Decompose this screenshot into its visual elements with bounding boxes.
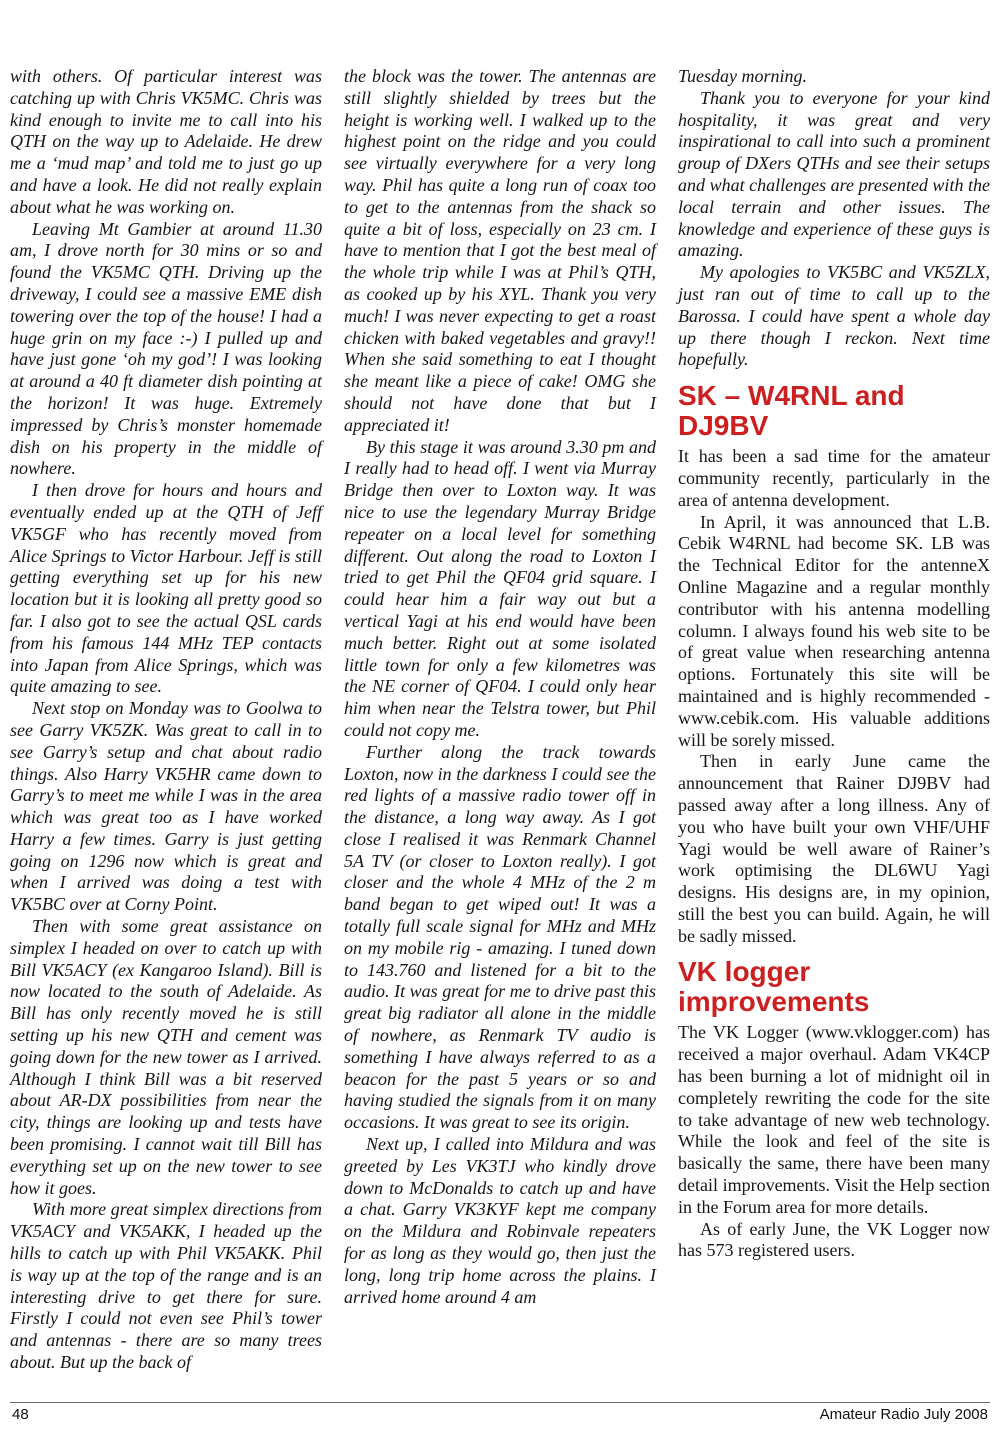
paragraph: The VK Logger (www.vklogger.com) has received a major overhaul. Adam VK4CP has been burning a lot of midnight oil in completely rewriting the code for the site to take advantage of new web technology. While the look and feel of the site is basically the same, there have been many detail improvements. Visit the Help section in the Forum area for more details. <box>678 1022 990 1217</box>
column-3 <box>678 66 990 1262</box>
paragraph: With more great simplex directions from VK5ACY and VK5AKK, I headed up the hills to catch up with Phil VK5AKK. Phil is way up at the top of the range and is an interesting drive to get there for sure. Firstly I could not even see Phil’s tower and antennas - there are so many trees about. But up the back of <box>10 1199 322 1373</box>
paragraph: the block was the tower. The antennas are still slightly shielded by trees but the height is working well. I walked up to the highest point on the ridge and you could see virtually everywhere for a very long way. Phil has quite a long run of coax too to get to the antennas from the shack so quite a bit of loss, especially on 23 cm. I have to mention that I got the best meal of the whole trip while I was at Phil’s QTH, as cooked up by his XYL. Thank you very much! I was never expecting to get a roast chicken with baked vegetables and gravy!! When she said something to eat I thought she meant like a piece of cake! OMG she should not have done that but I appreciated it! <box>344 66 656 435</box>
paragraph: with others. Of particular interest was catching up with Chris VK5MC. Chris was kind enough to invite me to call into his QTH on the way up to Adelaide. He drew me a ‘mud map’ and told me to just go up and have a look. He did not really explain about what he was working on. <box>10 66 322 217</box>
paragraph: Then with some great assistance on simplex I headed on over to catch up with Bill VK5ACY (ex Kangaroo Island). Bill is now located to the south of Adelaide. As Bill has only recently moved he is still setting up his new QTH and cement was going down for the new tower as I arrived. Although I think Bill was a bit reserved about AR-DX possibilities from near the city, things are looking up and tests have been promising. I cannot wait till Bill has everything set up on the new tower to see how it goes. <box>10 916 322 1198</box>
paragraph: In April, it was announced that L.B. Cebik W4RNL had become SK. LB was the Technical Editor for the antenneX Online Magazine and a regular monthly contributor with his antenna modelling column. I always found his web site to be of great value when researching antenna options. Fortunately this site will be maintained and is highly recommended - www.cebik.com. His valuable additions will be sorely missed. <box>678 511 990 750</box>
paragraph: Next up, I called into Mildura and was greeted by Les VK3TJ who kindly drove down to McDonalds to catch up and have a chat. Garry VK3KYF kept me company on the Mildura and Robinvale repeaters for as long as they would go, then just the long, long trip home across the plains. I arrived home around 4 am <box>344 1134 656 1307</box>
paragraph: Thank you to everyone for your kind hospitality, it was great and very inspirational to call into such a prominent group of DXers QTHs and see their setups and what challenges are presented with the local terrain and other issues. The knowledge and experience of these guys is amazing. <box>678 87 990 261</box>
paragraph: Then in early June came the announcement that Rainer DJ9BV had passed away after a long illness. Any of you who have built your own VHF/UHF Yagi would be well aware of Rainer’s work optimising the DL6WU Yagi designs. His designs are, in my opinion, still the best you can build. Again, he will be sadly missed. <box>678 751 990 946</box>
article-continuation <box>678 66 990 371</box>
publication-title: Amateur Radio July 2008 <box>819 1406 988 1423</box>
column-2 <box>344 66 656 1308</box>
sk-heading: SK – W4RNL and DJ9BV <box>678 380 905 442</box>
paragraph: Next stop on Monday was to Goolwa to see Garry VK5ZK. Was great to call in to see Garry’s setup and chat about radio things. Also Harry VK5HR came down to Garry’s to meet me while I was in the area which was great too as I have worked Harry a few times. Garry is just getting going on 1296 now which is great and when I arrived was doing a test with VK5BC over at Corny Point. <box>10 698 322 915</box>
footer-divider <box>10 1402 990 1403</box>
paragraph: My apologies to VK5BC and VK5ZLX, just ran out of time to call up to the Barossa. I could have spent a whole day up there though I reckon. Next time hopefully. <box>678 262 990 370</box>
paragraph: As of early June, the VK Logger now has 573 registered users. <box>678 1218 990 1261</box>
page-number: 48 <box>12 1406 29 1423</box>
paragraph: Leaving Mt Gambier at around 11.30 am, I drove north for 30 mins or so and found the VK5MC QTH. Driving up the driveway, I could see a massive EME dish towering over the top of the house! I had a huge grin on my face :-) I pulled up and have just gone ‘oh my god’! I was looking at around a 40 ft diameter dish pointing at the horizon! It was huge. Extremely impressed by Chris’s monster homemade dish on his property in the middle of nowhere. <box>10 218 322 479</box>
vk-logger-section <box>678 1022 990 1262</box>
paragraph: Further along the track towards Loxton, now in the darkness I could see the red lights of a massive radio tower off in the distance, a long way away. As I got close I realised it was Renmark Channel 5A TV (or closer to Loxton really). I got closer and the whole 4 MHz of the 2 m band began to get wiped out! It was a totally full scale signal for MHz and MHz on my mobile rig - amazing. I tuned down to 143.760 and listened for a bit to the audio. It was great for me to drive past this great big radiator all alone in the middle of nowhere, as Renmark TV audio is something I have always referred to as a beacon for the past 5 years or so and having studied the signals from it on many occasions. It was great to see its origin. <box>344 741 656 1133</box>
vk-logger-heading: VK logger improvements <box>678 956 870 1018</box>
paragraph: Tuesday morning. <box>678 66 808 86</box>
paragraph: It has been a sad time for the amateur community recently, particularly in the area of antenna development. <box>678 446 990 510</box>
paragraph: I then drove for hours and hours and eventually ended up at the QTH of Jeff VK5GF who has recently moved from Alice Springs to Victor Harbour. Jeff is still getting everything set up for his new location but it is looking all pretty good so far. I also got to see the actual QSL cards from his famous 144 MHz TEP contacts into Japan from Alice Springs, which was quite amazing to see. <box>10 480 322 697</box>
paragraph: By this stage it was around 3.30 pm and I really had to head off. I went via Murray Bridge then over to Loxton way. It was nice to use the legendary Murray Bridge repeater on a local level for something different. Out along the road to Loxton I tried to get Phil the QF04 grid square. I could hear him a fair way out but a vertical Yagi at his end would have been much better. Right out at some isolated little town for only a few kilometres was the NE corner of QF04. I could only hear him when near the Telstra tower, but Phil could not copy me. <box>344 436 656 740</box>
sk-section <box>678 446 990 947</box>
column-1 <box>10 66 322 1374</box>
